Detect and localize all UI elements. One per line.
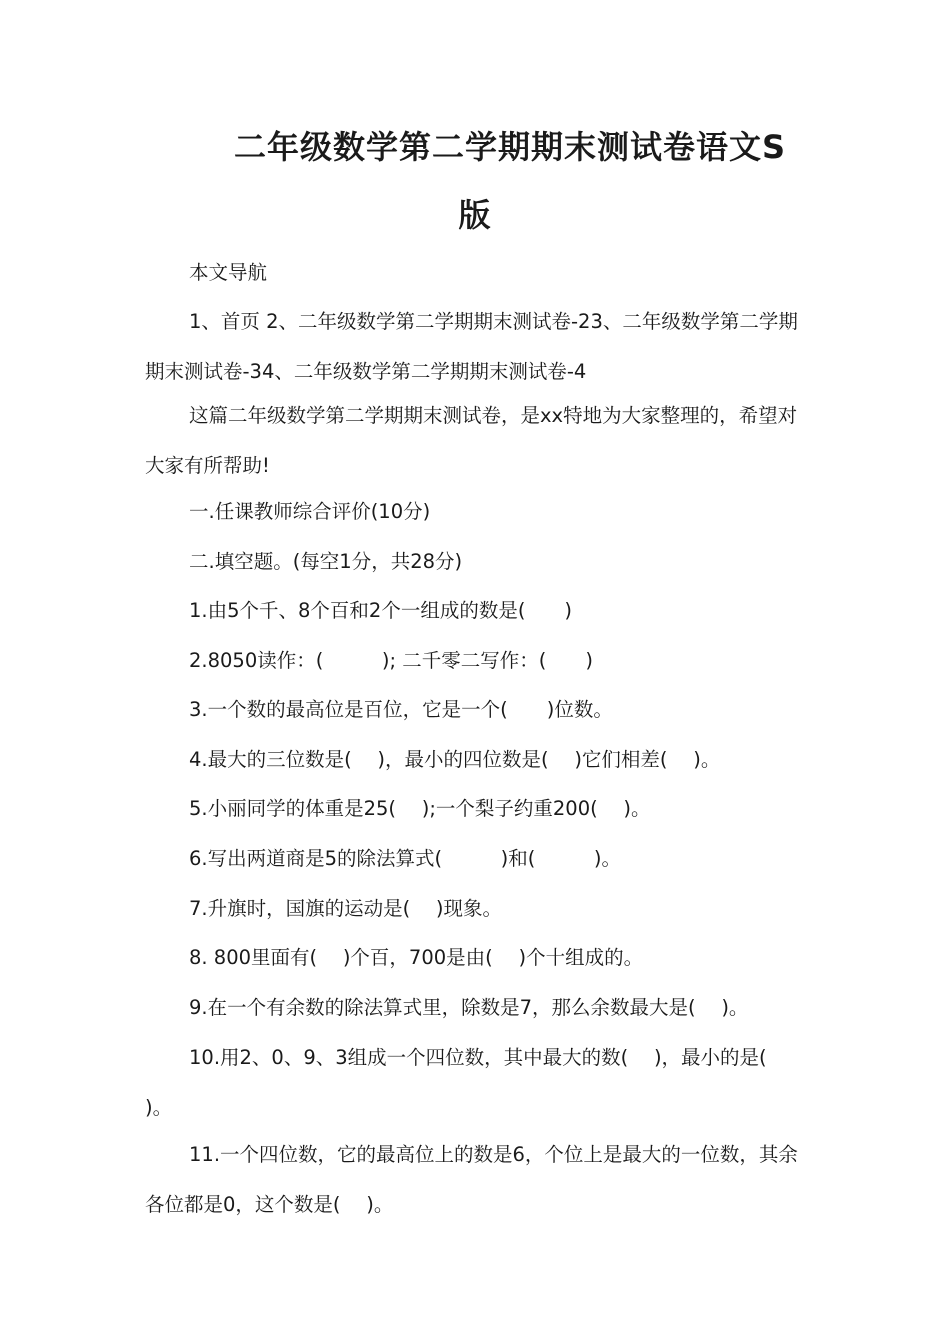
question-6: 6.写出两道商是5的除法算式( )和( )。 xyxy=(189,847,621,870)
question-2: 2.8050读作：( ); 二千零二写作：( ) xyxy=(189,649,593,672)
intro-paragraph: 这篇二年级数学第二学期期末测试卷，是xx特地为大家整理的，希望对大家有所帮助! xyxy=(145,404,798,477)
question-3: 3.一个数的最高位是百位，它是一个( )位数。 xyxy=(189,698,613,721)
nav-heading: 本文导航 xyxy=(189,261,268,284)
section-two-heading: 二.填空题。(每空1分，共28分) xyxy=(189,550,463,573)
question-9: 9.在一个有余数的除法算式里，除数是7，那么余数最大是( )。 xyxy=(189,996,749,1019)
document-title-line1: 二年级数学第二学期期末测试卷语文S xyxy=(233,128,787,166)
question-8: 8. 800里面有( )个百，700是由( )个十组成的。 xyxy=(189,946,644,969)
document-title-line2: 版 xyxy=(458,196,492,234)
section-one-heading: 一.任课教师综合评价(10分) xyxy=(189,500,431,523)
question-7: 7.升旗时，国旗的运动是( )现象。 xyxy=(189,897,503,920)
question-4: 4.最大的三位数是( )，最小的四位数是( )它们相差( )。 xyxy=(189,748,721,771)
question-11: 11.一个四位数，它的最高位上的数是6，个位上是最大的一位数，其余各位都是0，这个数是( )。 xyxy=(145,1143,798,1216)
question-1: 1.由5个千、8个百和2个一组成的数是( ) xyxy=(189,599,573,622)
question-10: 10.用2、0、9、3组成一个四位数，其中最大的数( )，最小的是( )。 xyxy=(145,1046,793,1119)
question-5: 5.小丽同学的体重是25( );一个梨子约重200( )。 xyxy=(189,797,651,820)
nav-links: 1、首页 2、二年级数学第二学期期末测试卷-23、二年级数学第二学期期末测试卷-34、二年级数学第二学期期末测试卷-4 xyxy=(145,310,798,383)
